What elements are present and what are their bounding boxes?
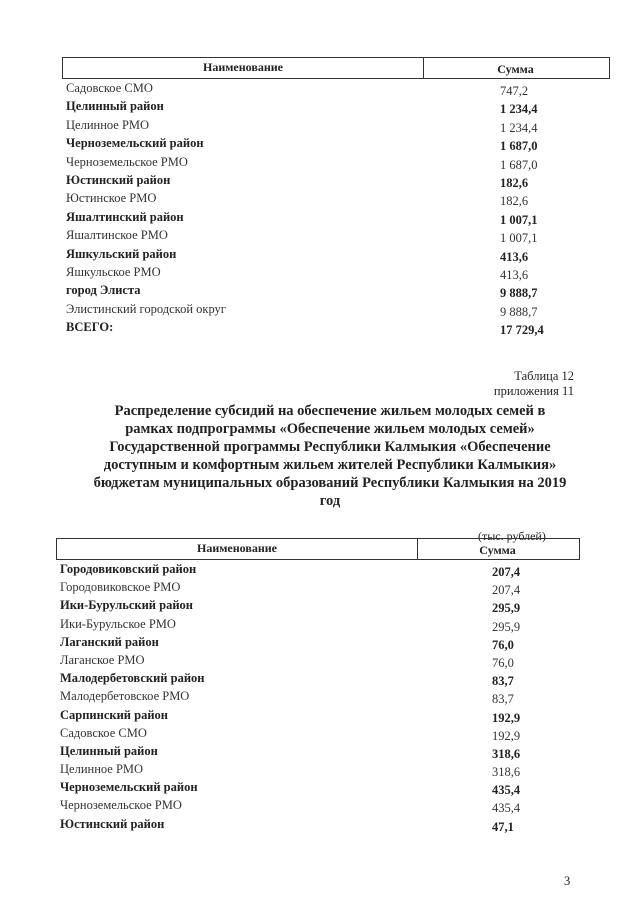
row-value: 413,6 [500,267,529,282]
row-name: Яшкульский район [66,246,177,261]
column-header-sum: Сумма [479,543,516,557]
table-header [62,57,610,79]
subsidy-table-continued [62,57,610,336]
table-row [56,669,580,687]
table-row [62,245,610,263]
row-name: Целинный район [60,743,158,758]
appendix-number: приложения 11 [493,384,574,398]
table-row [62,79,610,97]
table-header [56,538,580,560]
table-row [56,560,580,578]
column-header-name: Наименование [63,58,424,78]
row-name: Целинный район [66,99,164,114]
table-row [62,263,610,281]
row-value: 192,9 [492,710,521,725]
row-name: Целинное РМО [60,762,144,777]
row-value: 295,9 [492,601,521,616]
row-name: Юстинский район [66,172,171,187]
table-row [62,171,610,189]
table-row [62,153,610,171]
table-body [56,560,580,833]
row-value: 295,9 [492,619,521,634]
row-name: ВСЕГО: [66,320,114,335]
row-name: Яшалтинское РМО [66,228,168,243]
table-row [62,208,610,226]
row-value: 413,6 [500,249,529,264]
row-value: 318,6 [492,746,521,761]
row-name: Городовиковское РМО [60,580,181,595]
row-name: Черноземельский район [60,780,198,795]
row-value: 318,6 [492,765,521,780]
row-name: Лаганский район [60,634,159,649]
row-value: 435,4 [492,783,521,798]
table-row [56,578,580,596]
table-row [62,226,610,244]
row-name: Сарпинский район [60,707,168,722]
table-title: Распределение субсидий на обеспечение жильем молодых семей в рамках подпрограммы «Обеспечение жильем молодых семей» Государственной программы Республики Калмыкия «Обеспечение доступным и комфортным жильем жителей Республики Калмыкия» бюджетам муниципальных образований Республики Калмыкия на 2019 год [93,403,567,509]
row-name: Юстинский район [60,816,165,831]
row-value: 1 234,4 [500,102,538,117]
table-row [62,97,610,115]
row-name: Ики-Бурульское РМО [60,616,176,631]
row-value: 1 007,1 [500,231,538,246]
table-row [56,615,580,633]
row-value: 9 888,7 [500,304,538,319]
column-header-name: Наименование [57,539,418,559]
row-name: Яшалтинский район [66,209,184,224]
row-name: Малодербетовское РМО [60,689,190,704]
row-name: Элистинский городской округ [66,301,226,316]
subsidy-table [56,538,580,833]
row-value: 76,0 [492,655,514,670]
row-value: 76,0 [492,637,514,652]
table-row [56,706,580,724]
units-label: (тыс. рублей) [478,529,546,543]
table-row [56,815,580,833]
row-value: 1 687,0 [500,157,538,172]
table-row [56,651,580,669]
table-row [62,300,610,318]
row-value: 182,6 [500,175,529,190]
table-row [56,796,580,814]
column-header-sum: Сумма [497,62,534,76]
page-number: 3 [564,874,571,888]
row-value: 1 234,4 [500,120,538,135]
table-row [56,724,580,742]
row-name: Черноземельское РМО [60,798,182,813]
table-row [56,778,580,796]
table-body [62,79,610,336]
table-row [56,760,580,778]
row-value: 1 687,0 [500,139,538,154]
row-name: Юстинское РМО [66,191,157,206]
row-value: 47,1 [492,819,514,834]
table-row [56,687,580,705]
row-name: город Элиста [66,283,141,298]
row-value: 747,2 [500,84,529,98]
table-row [62,281,610,299]
row-name: Садовское СМО [66,81,153,95]
row-name: Ики-Бурульский район [60,598,193,613]
row-name: Черноземельское РМО [66,154,188,169]
row-value: 9 888,7 [500,286,538,301]
row-value: 83,7 [492,692,514,707]
table-row [62,189,610,207]
table-row [56,742,580,760]
table-number-note [494,369,574,399]
table-row [56,596,580,614]
row-value: 17 729,4 [500,323,544,338]
row-name: Городовиковский район [60,562,197,576]
row-value: 83,7 [492,674,514,689]
row-value: 207,4 [492,583,521,598]
row-name: Целинное РМО [66,117,150,132]
row-value: 182,6 [500,194,529,209]
row-name: Лаганское РМО [60,652,145,667]
row-value: 192,9 [492,728,521,743]
table-row [62,134,610,152]
table-row [56,633,580,651]
table-row [62,318,610,336]
row-value: 207,4 [492,565,521,579]
row-name: Яшкульское РМО [66,264,161,279]
table-number: Таблица 12 [514,369,574,383]
table-row [62,116,610,134]
row-name: Садовское СМО [60,725,147,740]
row-value: 435,4 [492,801,521,816]
row-name: Малодербетовский район [60,671,205,686]
row-name: Черноземельский район [66,136,204,151]
row-value: 1 007,1 [500,212,538,227]
